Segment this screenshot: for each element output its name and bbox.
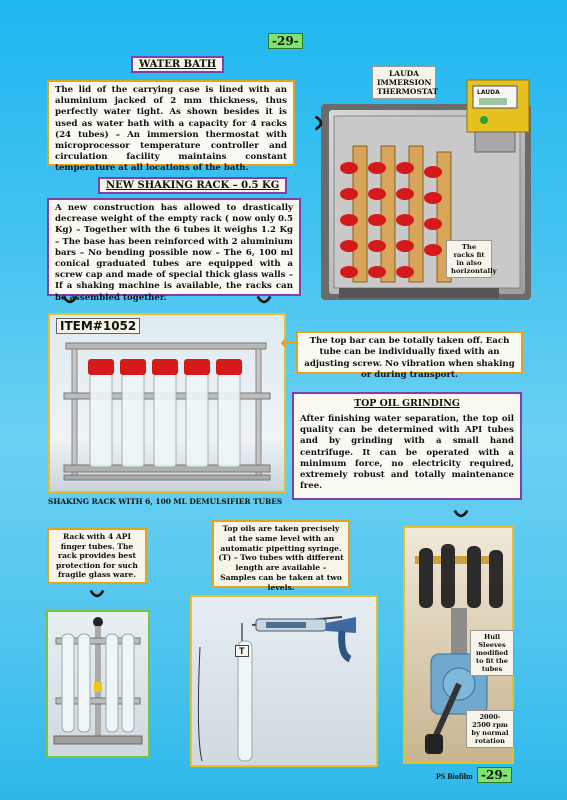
- pipetting-illustration: [192, 597, 376, 765]
- top-bar-note: The top bar can be totally taken off. Each tube can be individually fixed with an adjusting screw. No vibration when shaking or during transport.: [296, 331, 523, 374]
- top-oil-grinding-heading: TOP OIL GRINDING: [354, 398, 460, 409]
- shaking-rack-text: A new construction has allowed to drastically decrease weight of the empty rack ( now only 0.5 Kg) – Together with the 6 tubes it weighs 1.2 Kg – The base has been reinforced with 2 aluminium bars – No bending possible now – The 6, 100 ml conical graduated tubes are equipped with a screw cap and made of special thick glass walls – If a shaking machine is available, the racks can be assembled together.: [47, 198, 301, 296]
- page-number-top: -29-: [268, 33, 303, 49]
- pipetting-note: Top oils are taken precisely at the same level with an automatic pipetting syringe. (T) – Two tubes with different length are available – Samples can be taken at two levels.: [212, 520, 350, 588]
- water-bath-photo: [319, 76, 539, 302]
- item-number-label: ITEM#1052: [56, 318, 140, 334]
- hull-sleeves-note: Hull Sleeves modified to fit the tubes: [470, 630, 514, 676]
- thermostat-label: LAUDA IMMERSION THERMOSTAT: [372, 66, 436, 99]
- rpm-note: 2000-2500 rpm by normal rotation: [466, 710, 514, 748]
- shaking-rack-photo: [48, 313, 286, 493]
- shaking-rack-illustration: [50, 315, 284, 491]
- shaking-rack-heading: NEW SHAKING RACK – 0.5 KG: [98, 177, 287, 194]
- water-bath-text: The lid of the carrying case is lined with an aluminium jacked of 2 mm thickness, thus perfectly water tight. As shown besides it is used as water bath with a capacity for 4 racks (24 tubes) – An immersion thermostat with microprocessor temperature controller and circulation facility maintains constant temperature at all locations of the bath.: [47, 80, 295, 166]
- shaking-rack-caption: SHAKING RACK WITH 6, 100 ML DEMULSIFIER TUBES: [48, 497, 283, 506]
- water-bath-illustration: [319, 76, 539, 302]
- racks-horizontal-label: The racks fit in also horizontally: [446, 240, 492, 278]
- footer-brand: PS Biofilm: [436, 772, 473, 781]
- pointer-arrow-icon: [280, 338, 298, 348]
- chevron-right-icon: [311, 114, 329, 132]
- api-rack-illustration: [48, 612, 148, 756]
- top-oil-grinding-body: After finishing water separation, the top oil quality can be determined with API tubes and by grinding with a small hand centrifuge. It can be operated with a minimum force, no electricity required, extremely robust and totally maintenance free.: [300, 414, 514, 492]
- pipetting-photo: [190, 595, 378, 767]
- thermostat-brand: LAUDA: [477, 89, 500, 96]
- chevron-down-icon: [452, 506, 470, 524]
- water-bath-heading: WATER BATH: [131, 56, 224, 73]
- tube-marker-t: T: [235, 645, 249, 657]
- chevron-down-icon: [88, 586, 106, 604]
- chevron-down-icon: [61, 292, 79, 310]
- api-rack-photo: [46, 610, 150, 758]
- api-rack-note: Rack with 4 API finger tubes. The rack provides best protection for such fragile glass ware.: [47, 528, 147, 584]
- page-number-bottom: -29-: [477, 767, 512, 783]
- chevron-down-icon: [255, 292, 273, 310]
